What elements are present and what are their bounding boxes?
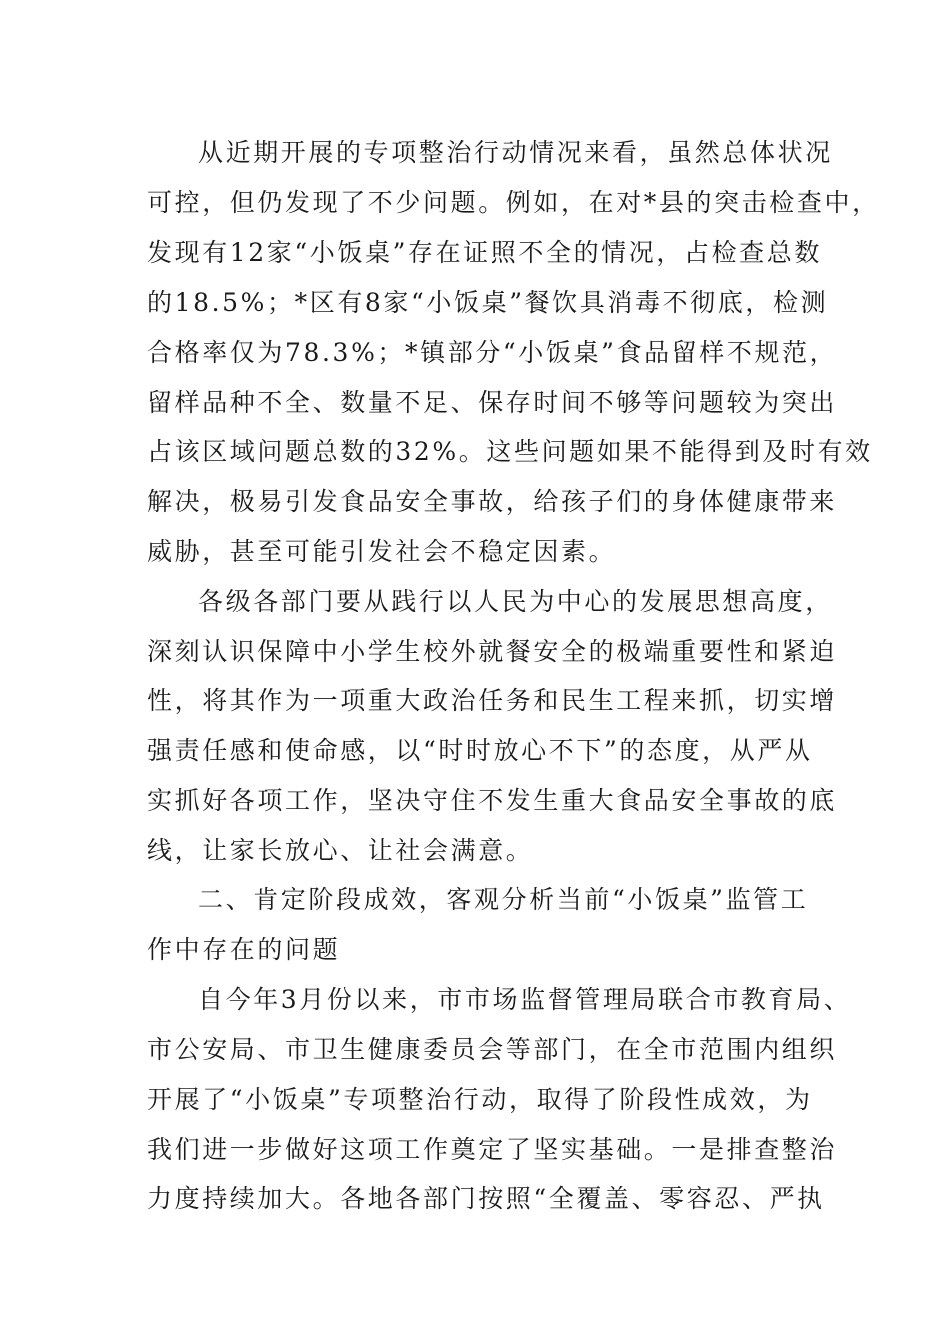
section-heading-line-1: 二、肯定阶段成效，客观分析当前“小饭桌”监管工 — [198, 885, 809, 914]
paragraph-3-line-2: 市公安局、市卫生健康委员会等部门，在全市范围内组织 — [147, 1035, 838, 1064]
paragraph-2-line-1: 各级各部门要从践行以人民为中心的发展思想高度， — [198, 587, 833, 616]
section-heading-line-2: 作中存在的问题 — [147, 935, 341, 964]
paragraph-1-line-3: 发现有12家“小饭桌”存在证照不全的情况，占检查总数 — [147, 238, 822, 267]
paragraph-3-line-5: 力度持续加大。各地各部门按照“全覆盖、零容忍、严执 — [147, 1184, 825, 1213]
paragraph-2-line-2: 深刻认识保障中小学生校外就餐安全的极端重要性和紧迫 — [147, 637, 838, 666]
paragraph-2-line-5: 实抓好各项工作，坚决守住不发生重大食品安全事故的底 — [147, 786, 838, 815]
paragraph-2-line-3: 性，将其作为一项重大政治任务和民生工程来抓，切实增 — [147, 686, 838, 715]
paragraph-2-line-4: 强责任感和使命感，以“时时放心不下”的态度，从严从 — [147, 736, 813, 765]
paragraph-1-line-7: 占该区域问题总数的32%。这些问题如果不能得到及时有效 — [147, 437, 873, 466]
paragraph-1-line-8: 解决，极易引发食品安全事故，给孩子们的身体健康带来 — [147, 487, 838, 516]
paragraph-1-line-4: 的18.5%；*区有8家“小饭桌”餐饮具消毒不彻底，检测 — [147, 288, 829, 317]
paragraph-1-line-5: 合格率仅为78.3%；*镇部分“小饭桌”食品留样不规范， — [147, 338, 838, 367]
paragraph-1-line-2: 可控，但仍发现了不少问题。例如，在对*县的突击检查中， — [147, 188, 880, 217]
paragraph-3-line-4: 我们进一步做好这项工作奠定了坚实基础。一是排查整治 — [147, 1135, 838, 1164]
paragraph-2-line-6: 线，让家长放心、让社会满意。 — [147, 836, 534, 865]
paragraph-1-line-6: 留样品种不全、数量不足、保存时间不够等问题较为突出 — [147, 388, 838, 417]
paragraph-1-line-9: 威胁，甚至可能引发社会不稳定因素。 — [147, 537, 617, 566]
paragraph-1-line-1: 从近期开展的专项整治行动情况来看，虽然总体状况 — [198, 138, 833, 167]
paragraph-3-line-1: 自今年3月份以来，市市场监督管理局联合市教育局、 — [198, 985, 852, 1014]
paragraph-3-line-3: 开展了“小饭桌”专项整治行动，取得了阶段性成效，为 — [147, 1085, 813, 1114]
